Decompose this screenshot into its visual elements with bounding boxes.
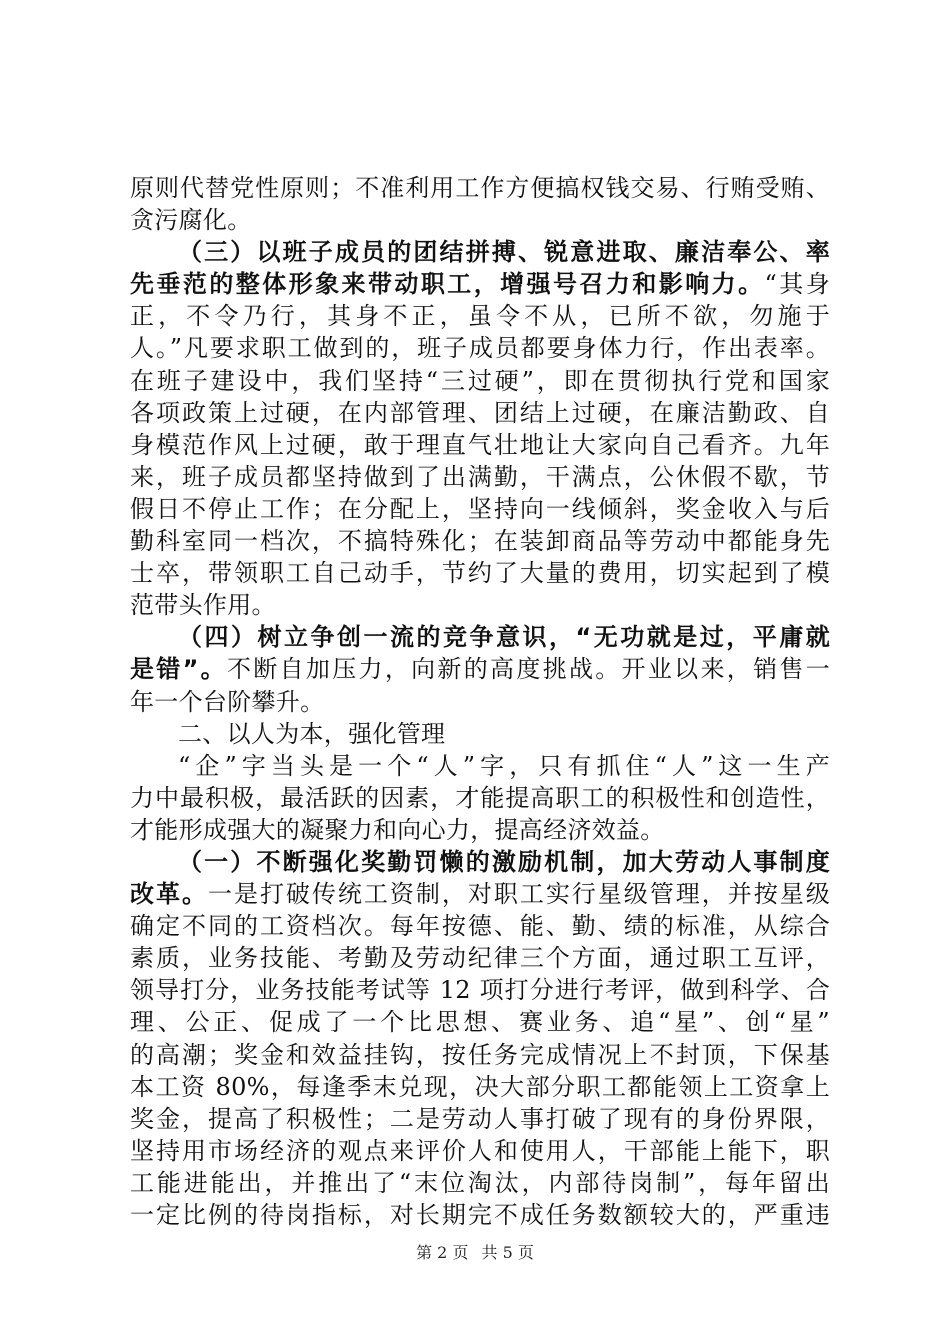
text-line <box>130 429 830 461</box>
text-segment: 正，不令乃行，其身不正，虽令不从，已所不欲，勿施于 <box>130 302 830 331</box>
text-line <box>130 236 830 268</box>
text-line <box>130 365 830 397</box>
bold-text-segment: 先垂范的整体形象来带动职工，增强号召力和影响力。 <box>130 270 765 299</box>
text-line <box>130 718 830 750</box>
text-segment: 在班子建设中，我们坚持“三过硬”，即在贯彻执行党和国家 <box>130 366 830 395</box>
text-segment: 人。”凡要求职工做到的，班子成员都要身体力行，作出表率。 <box>130 334 830 363</box>
text-segment: 来，班子成员都坚持做到了出满勤，干满点，公休假不歇，节 <box>130 462 830 491</box>
text-segment: 二、以人为本，强化管理 <box>178 719 446 748</box>
text-line <box>130 653 830 685</box>
page-number: 第 2 页 <box>416 1243 469 1262</box>
text-segment: “其身 <box>764 270 830 299</box>
text-segment: 勤科室同一档次，不搞特殊化；在装卸商品等劳动中都能身先 <box>130 527 830 556</box>
text-segment: 理、公正、促成了一个比思想、赛业务、追“星”、创“星” <box>130 1008 830 1037</box>
text-line <box>130 1039 830 1071</box>
text-line <box>130 846 830 878</box>
text-line <box>130 589 830 621</box>
text-line <box>130 557 830 589</box>
document-body <box>130 172 830 1231</box>
text-line <box>130 1135 830 1167</box>
text-segment: 各项政策上过硬，在内部管理、团结上过硬，在廉洁勤政、自 <box>130 398 830 427</box>
bold-text-segment: 改革。 <box>130 880 208 909</box>
text-segment: 坚持用市场经济的观点来评价人和使用人，干部能上能下，职 <box>130 1136 830 1165</box>
text-line <box>130 525 830 557</box>
text-segment: 才能形成强大的凝聚力和向心力，提高经济效益。 <box>130 815 665 844</box>
text-segment: 奖金，提高了积极性；二是劳动人事打破了现有的身份界限， <box>130 1104 830 1133</box>
text-segment: 身模范作风上过硬，敢于理直气壮地让大家向自己看齐。九年 <box>130 430 830 459</box>
text-line <box>130 1006 830 1038</box>
text-line <box>130 974 830 1006</box>
text-line <box>130 332 830 364</box>
text-segment: 确定不同的工资档次。每年按德、能、勤、绩的标准，从综合 <box>130 912 830 941</box>
page-footer <box>0 1240 950 1263</box>
text-segment: 贪污腐化。 <box>130 206 252 235</box>
bold-text-segment: 是错”。 <box>130 655 227 684</box>
text-line <box>130 204 830 236</box>
text-line <box>130 397 830 429</box>
text-segment: 本工资 80%，每逢季末兑现，决大部分职工都能领上工资拿上 <box>130 1072 830 1101</box>
text-line <box>130 268 830 300</box>
text-segment: “企”字当头是一个“人”字，只有抓住“人”这一生产 <box>178 751 830 780</box>
text-segment: 领导打分，业务技能考试等 12 项打分进行考评，做到科学、合 <box>130 976 830 1005</box>
text-line <box>130 493 830 525</box>
text-line <box>130 1103 830 1135</box>
text-line <box>130 621 830 653</box>
text-line <box>130 172 830 204</box>
text-segment: 士卒，带领职工自己动手，节约了大量的费用，切实起到了模 <box>130 559 830 588</box>
text-segment: 素质，业务技能、考勤及劳动纪律三个方面，通过职工互评， <box>130 944 830 973</box>
text-segment: 的高潮；奖金和效益挂钩，按任务完成情况上不封顶，下保基 <box>130 1040 830 1069</box>
bold-text-segment: （四）树立争创一流的竞争意识，“无功就是过，平庸就 <box>178 623 830 652</box>
text-segment: 原则代替党性原则；不准利用工作方便搞权钱交易、行贿受贿、 <box>130 174 830 202</box>
text-line <box>130 750 830 782</box>
text-line <box>130 300 830 332</box>
text-line <box>130 1199 830 1231</box>
text-segment: 不断自加压力，向新的高度挑战。开业以来，销售一 <box>227 655 830 684</box>
text-line <box>130 461 830 493</box>
bold-text-segment: （一）不断强化奖勤罚懒的激励机制，加大劳动人事制度 <box>178 847 830 876</box>
text-line <box>130 686 830 718</box>
page-total: 共 5 页 <box>481 1243 534 1262</box>
text-line <box>130 814 830 846</box>
text-segment: 一定比例的待岗指标，对长期完不成任务数额较大的，严重违 <box>130 1201 830 1229</box>
text-line <box>130 1071 830 1103</box>
text-line <box>130 910 830 942</box>
bold-text-segment: （三）以班子成员的团结拼搏、锐意进取、廉洁奉公、率 <box>178 238 830 267</box>
text-line <box>130 942 830 974</box>
text-segment: 力中最积极，最活跃的因素，才能提高职工的积极性和创造性， <box>130 783 830 812</box>
text-line <box>130 878 830 910</box>
text-line <box>130 782 830 814</box>
text-segment: 一是打破传统工资制，对职工实行星级管理，并按星级 <box>207 880 830 909</box>
text-segment: 假日不停止工作；在分配上，坚持向一线倾斜，奖金收入与后 <box>130 494 830 523</box>
text-segment: 年一个台阶攀升。 <box>130 687 325 716</box>
text-line <box>130 1167 830 1199</box>
text-segment: 工能进能出，并推出了“末位淘汰，内部待岗制”，每年留出 <box>130 1168 830 1197</box>
text-segment: 范带头作用。 <box>130 591 276 620</box>
